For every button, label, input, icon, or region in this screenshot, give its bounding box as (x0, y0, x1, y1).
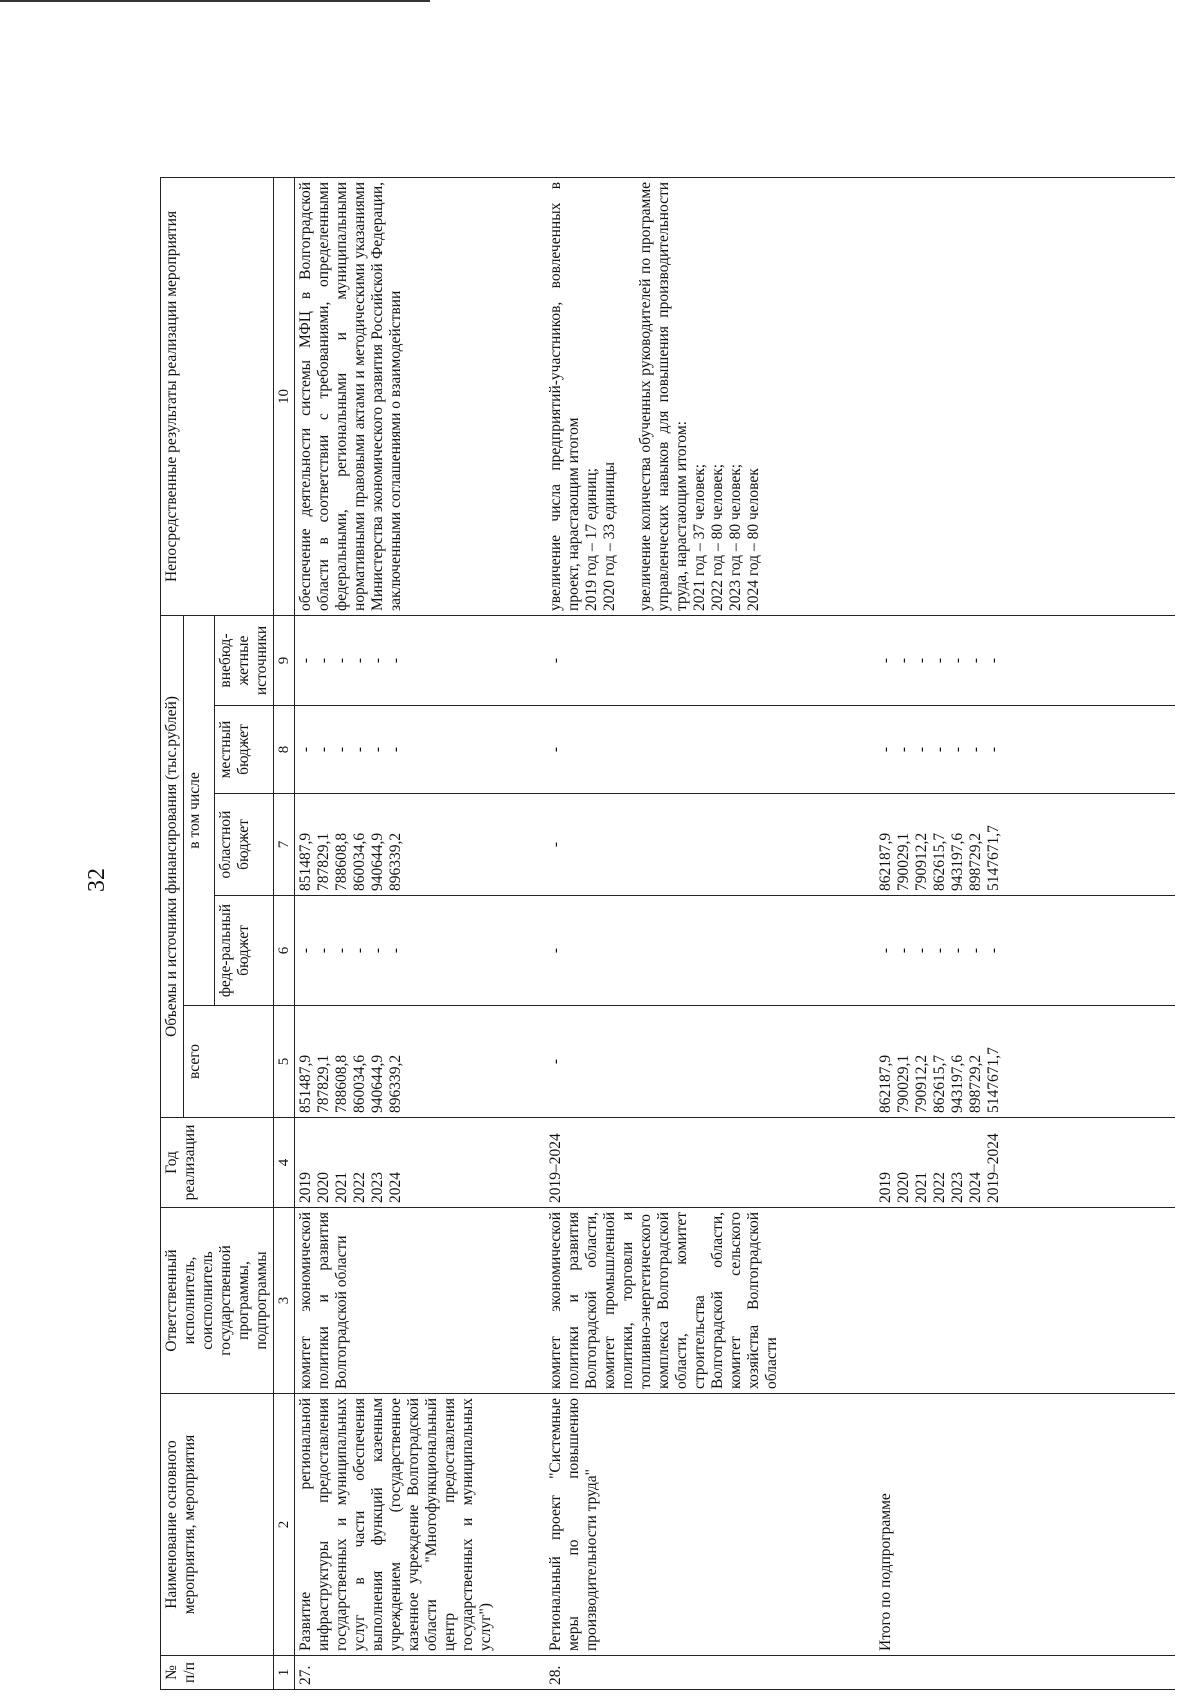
years: 2019–2024 (545, 1118, 875, 1208)
regional-budget: - (545, 794, 875, 896)
header-federal: феде-ральный бюджет (215, 896, 274, 1006)
col-index: 3 (274, 1208, 295, 1394)
years: 2019 2020 2021 2022 2023 2024 (295, 1118, 545, 1208)
table-row (545, 177, 875, 1689)
results: обеспечение деятельности системы МФЦ в Волгоградской области в соответствии с требованиями, определенными федеральными, региональными и муниципальными нормативными правовыми актами и методическими указаниями Министерства экономического развития Российской Федерации, заключенными соглашениями о взаимодействии (295, 177, 545, 615)
program-table (160, 177, 1175, 1690)
extrabudget-sources: - - - - - - - (875, 615, 1175, 705)
col-index: 10 (274, 177, 295, 615)
local-budget: - - - - - - - (875, 706, 1175, 794)
activity-name: Региональный проект "Системные меры по повышению производительности труда" (545, 1394, 875, 1656)
total-amount: - (545, 1006, 875, 1118)
col-index: 2 (274, 1394, 295, 1656)
col-index: 1 (274, 1656, 295, 1690)
header-regional: областной бюджет (215, 794, 274, 896)
row-number (875, 1656, 1175, 1690)
federal-budget: - - - - - - - (875, 896, 1175, 1006)
page-number: 32 (84, 868, 110, 892)
results (875, 177, 1175, 615)
col-index: 8 (274, 706, 295, 794)
header-extrabudget: внебюд-жетные источники (215, 615, 274, 705)
header-name: Наименование основного мероприятия, мероприятия (161, 1394, 274, 1656)
activity-name: Итого по подпрограмме (875, 1394, 1175, 1656)
table-row (295, 177, 545, 1689)
table-row-total (875, 177, 1175, 1689)
header-results: Непосредственные результаты реализации мероприятия (161, 177, 274, 615)
executor: комитет экономической политики и развития Волгоградской области (295, 1208, 545, 1394)
years: 2019 2020 2021 2022 2023 2024 2019–2024 (875, 1118, 1175, 1208)
header-local: местный бюджет (215, 706, 274, 794)
header-financing: Объемы и источники финансирования (тыс.рублей) (161, 615, 184, 1117)
local-budget: - - - - - - (295, 706, 545, 794)
row-number: 27. (295, 1656, 545, 1690)
total-amount: 862187,9 790029,1 790912,2 862615,7 943197,6 898729,2 5147671,7 (875, 1006, 1175, 1118)
header-executor: Ответственный исполнитель, соисполнитель государственной программы, подпрограммы (161, 1208, 274, 1394)
header-year: Год реализации (161, 1118, 274, 1208)
federal-budget: - (545, 896, 875, 1006)
col-index: 5 (274, 1006, 295, 1118)
header-num: № п/п (161, 1656, 274, 1690)
col-index: 7 (274, 794, 295, 896)
extrabudget-sources: - (545, 615, 875, 705)
federal-budget: - - - - - - (295, 896, 545, 1006)
results: увеличение числа предприятий-участников, вовлеченных в проект, нарастающим итогом 2019 год – 17 единиц; 2020 год – 33 единицы увеличение количества обученных руководителей по программе управленческих навыков для повышения производительности труда, нарастающим итогом: 2021 год – 37 человек; 2022 год – 80 человек; 2023 год – 80 человек; 2024 год – 80 человек (545, 177, 875, 615)
regional-budget: 851487,9 787829,1 788608,8 860034,6 940644,9 896339,2 (295, 794, 545, 896)
header-total: всего (184, 1006, 274, 1118)
extrabudget-sources: - - - - - - (295, 615, 545, 705)
col-index: 4 (274, 1118, 295, 1208)
executor (875, 1208, 1175, 1394)
row-number: 28. (545, 1656, 875, 1690)
local-budget: - (545, 706, 875, 794)
col-index: 6 (274, 896, 295, 1006)
total-amount: 851487,9 787829,1 788608,8 860034,6 940644,9 896339,2 (295, 1006, 545, 1118)
regional-budget: 862187,9 790029,1 790912,2 862615,7 943197,6 898729,2 5147671,7 (875, 794, 1175, 896)
executor: комитет экономической политики и развития Волгоградской области, комитет промышленной политики, торговли и топливно-энергетического комплекса Волгоградской области, комитет строительства Волгоградской области, комитет сельского хозяйства Волгоградской области (545, 1208, 875, 1394)
col-index: 9 (274, 615, 295, 705)
activity-name: Развитие региональной инфраструктуры предоставления государственных и муниципальных услуг в части обеспечения выполнения функций казенным учреждением (государственное казенное учреждение Волгоградской области "Многофункциональный центр предоставления государственных и муниципальных услуг") (295, 1394, 545, 1656)
header-including: в том числе (184, 615, 215, 1005)
